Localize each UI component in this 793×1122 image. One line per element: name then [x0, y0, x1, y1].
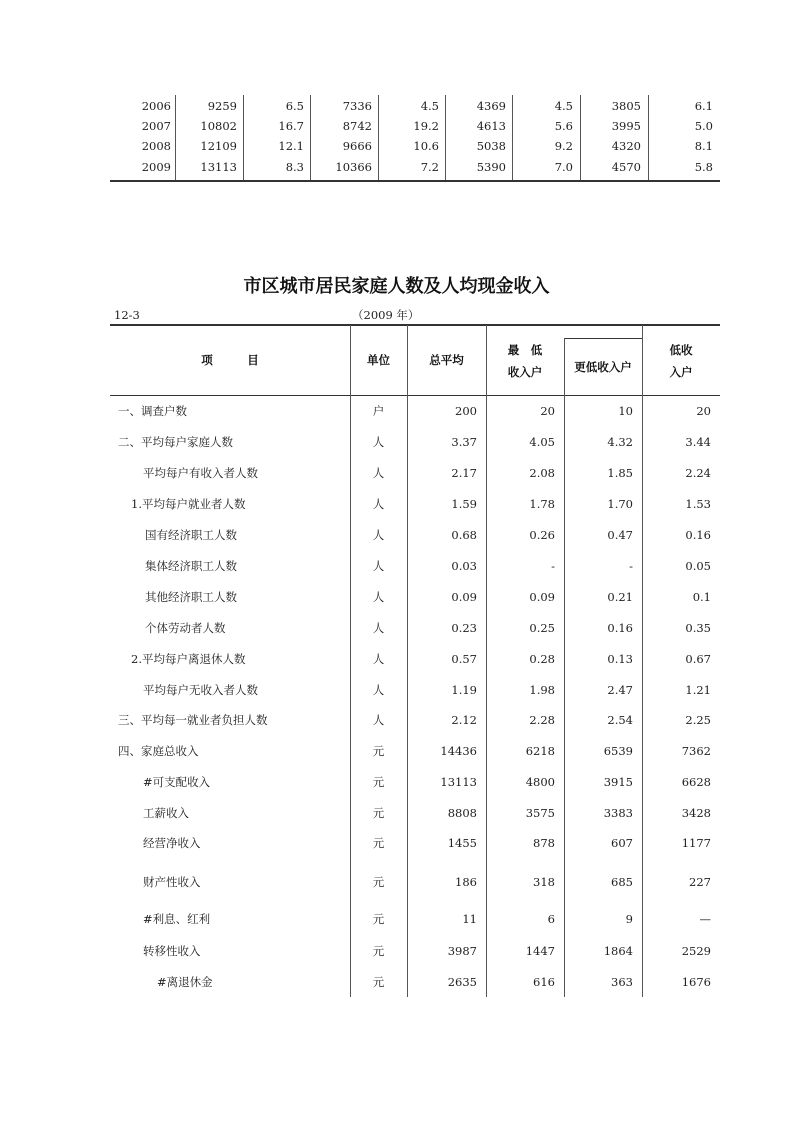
row-value: 6 [547, 912, 555, 926]
row-label: 平均每户无收入者人数 [143, 683, 258, 697]
row-unit: 元 [372, 875, 385, 889]
row-unit: 人 [372, 497, 385, 511]
row-value: 685 [611, 875, 633, 889]
value-cell: 4369 [476, 99, 506, 113]
header-lower: 更低收入户 [574, 360, 632, 374]
row-value: - [629, 559, 633, 573]
row-value: 1.85 [607, 466, 633, 480]
row-value: 0.67 [685, 652, 711, 666]
row-value: 0.16 [685, 528, 711, 542]
value-cell: 9.2 [554, 139, 573, 153]
row-label: 二、平均每户家庭人数 [118, 435, 233, 449]
row-unit: 人 [372, 621, 385, 635]
row-value: 227 [689, 875, 711, 889]
value-cell: 4570 [611, 160, 641, 174]
value-cell: 10.6 [413, 139, 439, 153]
row-value: 2.08 [529, 466, 555, 480]
row-label: #离退休金 [157, 975, 213, 989]
row-label: 转移性收入 [143, 944, 201, 958]
row-value: 363 [611, 975, 633, 989]
row-value: 1.53 [685, 497, 711, 511]
row-label: 工薪收入 [143, 806, 189, 820]
row-unit: 元 [372, 975, 385, 989]
row-value: 2.28 [529, 713, 555, 727]
value-cell: 5038 [476, 139, 506, 153]
row-value: 1.19 [451, 683, 477, 697]
header-low-line1: 低收 [669, 343, 693, 357]
row-unit: 元 [372, 806, 385, 820]
row-value: 1.98 [529, 683, 555, 697]
row-value: 0.47 [607, 528, 633, 542]
year-cell: 2006 [141, 99, 171, 113]
row-value: 616 [533, 975, 555, 989]
row-value: - [551, 559, 555, 573]
header-lowest-line2: 收入户 [507, 365, 543, 379]
row-value: 11 [462, 912, 477, 926]
row-unit: 人 [372, 466, 385, 480]
row-value: 2.47 [607, 683, 633, 697]
row-value: 10 [618, 404, 633, 418]
value-cell: 7336 [342, 99, 372, 113]
row-value: 2.17 [451, 466, 477, 480]
row-label: 三、平均每一就业者负担人数 [118, 713, 268, 727]
col-divider [642, 325, 643, 997]
row-value: 0.21 [607, 590, 633, 604]
row-value: 3.44 [685, 435, 711, 449]
row-label: 财产性收入 [143, 875, 201, 889]
row-value: 3383 [603, 806, 633, 820]
value-cell: 12109 [200, 139, 237, 153]
col-divider [580, 95, 581, 180]
row-value: 2529 [681, 944, 711, 958]
row-value: 1676 [681, 975, 711, 989]
value-cell: 4320 [611, 139, 641, 153]
row-value: 0.35 [685, 621, 711, 635]
value-cell: 6.1 [694, 99, 713, 113]
header-unit: 单位 [367, 353, 390, 367]
col-divider [175, 95, 176, 180]
col-divider [512, 95, 513, 180]
row-value: 0.16 [607, 621, 633, 635]
row-unit: 人 [372, 590, 385, 604]
value-cell: 8742 [342, 119, 372, 133]
row-value: 0.09 [529, 590, 555, 604]
table-title: 市区城市居民家庭人数及人均现金收入 [243, 276, 550, 297]
col-divider [648, 95, 649, 180]
value-cell: 9666 [342, 139, 372, 153]
value-cell: 5390 [476, 160, 506, 174]
row-unit: 元 [372, 744, 385, 758]
header-item: 项 目 [201, 353, 259, 367]
row-label: 个体劳动者人数 [145, 621, 226, 635]
row-value: 0.1 [692, 590, 711, 604]
row-value: 2.24 [685, 466, 711, 480]
row-value: 20 [540, 404, 555, 418]
value-cell: 3995 [611, 119, 641, 133]
row-unit: 人 [372, 528, 385, 542]
row-value: 0.26 [529, 528, 555, 542]
row-value: 0.25 [529, 621, 555, 635]
value-cell: 10802 [200, 119, 237, 133]
value-cell: 4.5 [554, 99, 573, 113]
row-value: 7362 [681, 744, 711, 758]
row-unit: 人 [372, 713, 385, 727]
row-value: 1.59 [451, 497, 477, 511]
row-value: 1.70 [607, 497, 633, 511]
row-unit: 元 [372, 944, 385, 958]
row-unit: 元 [372, 775, 385, 789]
row-value: 1177 [681, 836, 711, 850]
year-cell: 2008 [141, 139, 171, 153]
value-cell: 8.3 [285, 160, 304, 174]
row-value: 318 [533, 875, 555, 889]
value-cell: 4.5 [420, 99, 439, 113]
value-cell: 4613 [476, 119, 506, 133]
row-value: 2.25 [685, 713, 711, 727]
value-cell: 16.7 [278, 119, 304, 133]
row-value: 14436 [440, 744, 477, 758]
col-divider [378, 95, 379, 180]
value-cell: 19.2 [413, 119, 439, 133]
year-cell: 2007 [141, 119, 171, 133]
value-cell: 5.0 [694, 119, 713, 133]
row-label: #利息、红利 [143, 912, 211, 926]
header-sub-rule [564, 338, 642, 339]
row-value: 8808 [447, 806, 477, 820]
row-label: 经营净收入 [143, 836, 201, 850]
row-unit: 元 [372, 912, 385, 926]
value-cell: 9259 [207, 99, 237, 113]
col-divider [407, 325, 408, 997]
row-value: 3.37 [451, 435, 477, 449]
row-value: 1455 [447, 836, 477, 850]
col-divider [486, 325, 487, 997]
row-value: 0.28 [529, 652, 555, 666]
row-value: 4.05 [529, 435, 555, 449]
row-value: 2635 [447, 975, 477, 989]
row-unit: 人 [372, 683, 385, 697]
col-divider [310, 95, 311, 180]
row-value: 1.21 [685, 683, 711, 697]
row-value: 2.54 [607, 713, 633, 727]
row-value: 3987 [447, 944, 477, 958]
row-value: 13113 [440, 775, 477, 789]
row-value: 1447 [525, 944, 555, 958]
row-label: 一、调查户数 [118, 404, 187, 418]
value-cell: 5.6 [554, 119, 573, 133]
row-label: 1.平均每户就业者人数 [131, 497, 246, 511]
row-value: 0.05 [685, 559, 711, 573]
row-label: 其他经济职工人数 [145, 590, 237, 604]
row-value: 0.09 [451, 590, 477, 604]
row-label: #可支配收入 [143, 775, 211, 789]
value-cell: 7.2 [420, 160, 439, 174]
value-cell: 3805 [611, 99, 641, 113]
row-label: 集体经济职工人数 [145, 559, 237, 573]
col-divider [445, 95, 446, 180]
header-total-avg: 总平均 [429, 353, 464, 367]
col-divider [243, 95, 244, 180]
row-unit: 人 [372, 559, 385, 573]
row-value: 6539 [603, 744, 633, 758]
row-value: 2.12 [451, 713, 477, 727]
year-cell: 2009 [141, 160, 171, 174]
header-top-rule [110, 324, 720, 326]
header-sub-divider [564, 338, 565, 997]
row-value: 0.68 [451, 528, 477, 542]
value-cell: 10366 [335, 160, 372, 174]
row-value: 0.03 [451, 559, 477, 573]
row-value: 3915 [603, 775, 633, 789]
row-unit: 人 [372, 652, 385, 666]
row-label: 平均每户有收入者人数 [143, 466, 258, 480]
row-label: 国有经济职工人数 [145, 528, 237, 542]
year-note: （2009 年） [352, 308, 420, 322]
row-unit: 人 [372, 435, 385, 449]
row-value: — [699, 912, 711, 926]
row-value: 607 [611, 836, 633, 850]
value-cell: 6.5 [285, 99, 304, 113]
row-value: 9 [625, 912, 633, 926]
row-value: 0.13 [607, 652, 633, 666]
value-cell: 8.1 [694, 139, 713, 153]
value-cell: 12.1 [278, 139, 304, 153]
top-table-bottom-rule [110, 180, 720, 182]
value-cell: 5.8 [694, 160, 713, 174]
row-value: 20 [696, 404, 711, 418]
row-unit: 元 [372, 836, 385, 850]
table-number: 12-3 [114, 308, 140, 322]
row-value: 3575 [525, 806, 555, 820]
value-cell: 7.0 [554, 160, 573, 174]
row-value: 1.78 [529, 497, 555, 511]
row-value: 0.23 [451, 621, 477, 635]
row-value: 1864 [603, 944, 633, 958]
row-value: 6628 [681, 775, 711, 789]
value-cell: 13113 [200, 160, 237, 174]
row-unit: 户 [372, 404, 385, 418]
row-label: 四、家庭总收入 [118, 744, 199, 758]
row-value: 4800 [525, 775, 555, 789]
row-value: 186 [455, 875, 477, 889]
header-bottom-rule [110, 395, 720, 396]
row-value: 4.32 [607, 435, 633, 449]
row-value: 878 [533, 836, 555, 850]
header-lowest-line1: 最 低 [507, 343, 543, 357]
row-label: 2.平均每户离退休人数 [131, 652, 246, 666]
row-value: 200 [455, 404, 477, 418]
row-value: 3428 [681, 806, 711, 820]
row-value: 0.57 [451, 652, 477, 666]
row-value: 6218 [525, 744, 555, 758]
header-low-line2: 入户 [669, 365, 693, 379]
